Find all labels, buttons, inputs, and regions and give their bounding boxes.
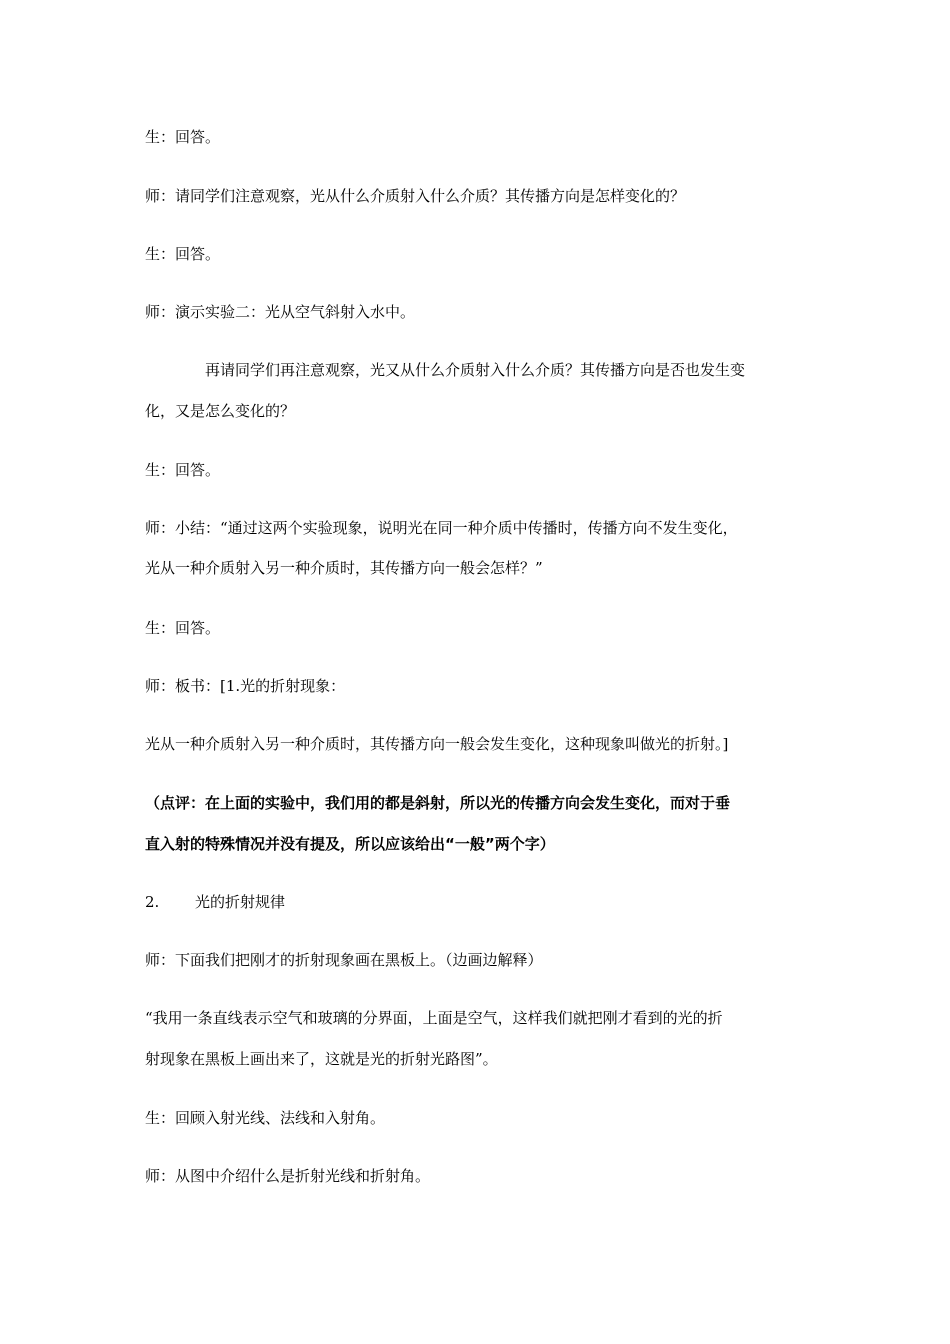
paragraph-blackboard-heading: 师：板书：[1.光的折射现象：	[145, 677, 346, 695]
paragraph-student-answer-4: 生：回答。	[145, 619, 221, 637]
section-number: 2.	[145, 893, 160, 911]
paragraph-summary-line-2: 光从一种介质射入另一种介质时，其传播方向一般会怎样？”	[145, 559, 543, 577]
paragraph-teacher-introduce: 师：从图中介绍什么是折射光线和折射角。	[145, 1167, 431, 1185]
paragraph-experiment-two: 师：演示实验二：光从空气斜射入水中。	[145, 303, 416, 321]
paragraph-observe-line-2: 化，又是怎么变化的？	[145, 402, 296, 420]
section-heading-refraction-law	[145, 892, 285, 912]
paragraph-student-answer-3: 生：回答。	[145, 461, 221, 479]
paragraph-comment-line-2: 直入射的特殊情况并没有提及，所以应该给出“一般”两个字）	[145, 835, 555, 853]
paragraph-student-review: 生：回顾入射光线、法线和入射角。	[145, 1109, 386, 1127]
paragraph-quote-line-1: “我用一条直线表示空气和玻璃的分界面，上面是空气，这样我们就把刚才看到的光的折	[145, 1009, 723, 1027]
paragraph-draw-on-board: 师：下面我们把刚才的折射现象画在黑板上。（边画边解释）	[145, 951, 543, 969]
paragraph-quote-line-2: 射现象在黑板上画出来了，这就是光的折射光路图”。	[145, 1050, 498, 1068]
paragraph-teacher-question-1: 师：请同学们注意观察，光从什么介质射入什么介质？其传播方向是怎样变化的？	[145, 187, 686, 205]
paragraph-summary-line-1: 师：小结：“通过这两个实验现象，说明光在同一种介质中传播时，传播方向不发生变化，	[145, 519, 738, 537]
paragraph-student-answer-1: 生：回答。	[145, 128, 221, 146]
paragraph-refraction-definition: 光从一种介质射入另一种介质时，其传播方向一般会发生变化，这种现象叫做光的折射。]	[145, 735, 729, 753]
paragraph-comment-line-1: （点评：在上面的实验中，我们用的都是斜射，所以光的传播方向会发生变化，而对于垂	[145, 794, 731, 812]
section-title: 光的折射规律	[195, 893, 286, 911]
paragraph-student-answer-2: 生：回答。	[145, 245, 221, 263]
paragraph-observe-line-1: 再请同学们再注意观察，光又从什么介质射入什么介质？其传播方向是否也发生变	[205, 361, 746, 379]
